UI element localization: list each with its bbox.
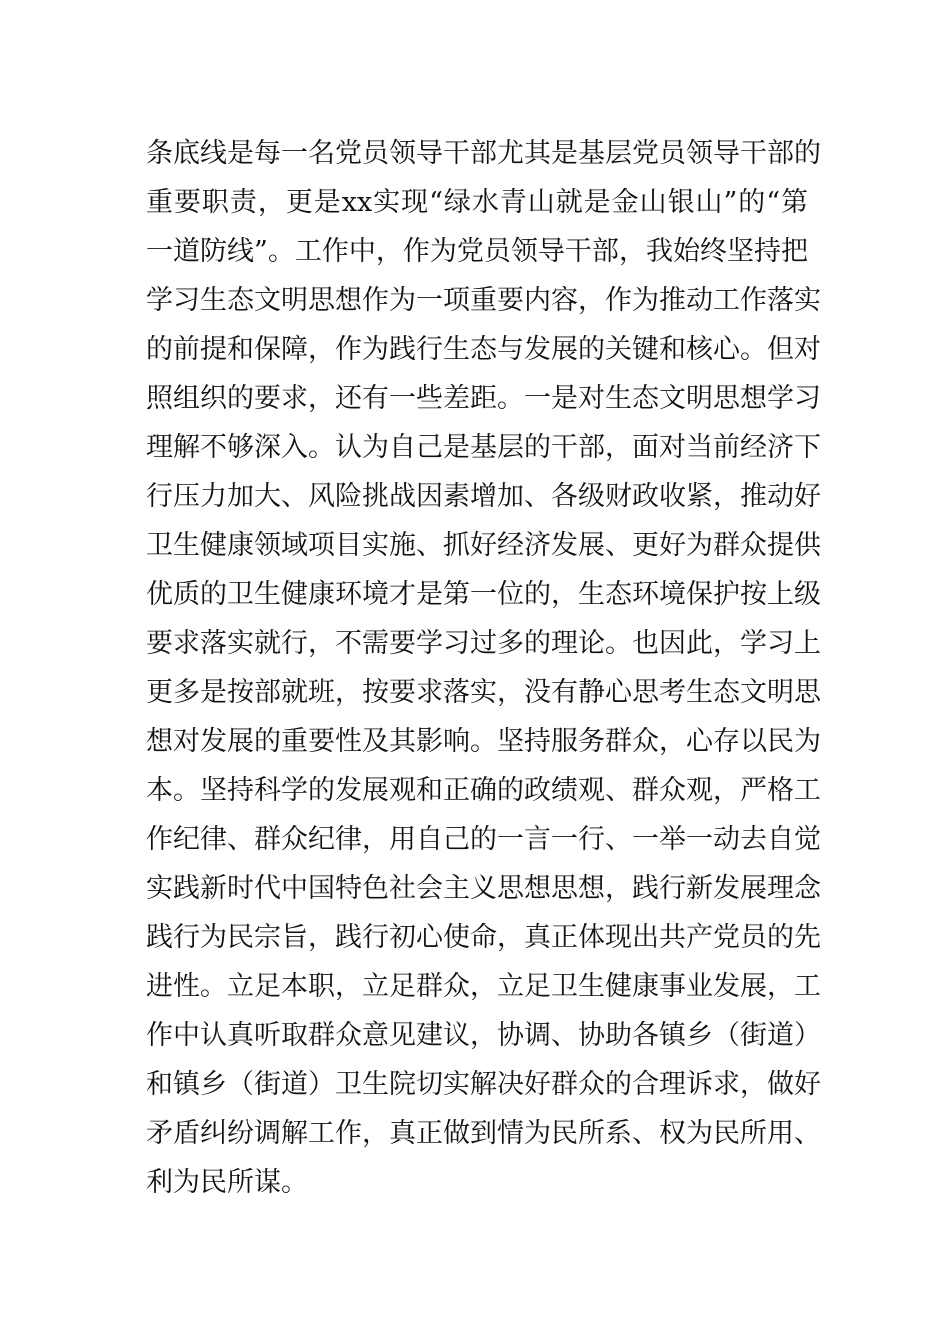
text-line-1: 条底线是每一名党员领导干部尤其是基层党员领导干部的 <box>146 138 821 169</box>
body-paragraph <box>146 129 821 1207</box>
text-line-18: 进性。立足本职，立足群众，立足卫生健康事业发展，工 <box>146 971 821 1002</box>
text-line-20: 和镇乡（街道）卫生院切实解决好群众的合理诉求，做好 <box>146 1069 821 1100</box>
text-line-21: 矛盾纠纷调解工作，真正做到情为民所系、权为民所用、 <box>146 1118 821 1149</box>
text-line-13: 想对发展的重要性及其影响。坚持服务群众，心存以民为 <box>146 726 821 757</box>
text-line-9: 卫生健康领域项目实施、抓好经济发展、更好为群众提供 <box>146 530 821 561</box>
text-line-7: 理解不够深入。认为自己是基层的干部，面对当前经济下 <box>146 432 821 463</box>
text-line-8: 行压力加大、风险挑战因素增加、各级财政收紧，推动好 <box>146 481 821 512</box>
text-line-14: 本。坚持科学的发展观和正确的政绩观、群众观，严格工 <box>146 775 821 806</box>
text-line-15: 作纪律、群众纪律，用自己的一言一行、一举一动去自觉 <box>146 824 821 855</box>
text-line-19: 作中认真听取群众意见建议，协调、协助各镇乡（街道） <box>146 1020 821 1051</box>
text-line-3: 一道防线”。工作中，作为党员领导干部，我始终坚持把 <box>146 236 808 267</box>
text-line-12: 更多是按部就班，按要求落实，没有静心思考生态文明思 <box>146 677 821 708</box>
text-line-22: 利为民所谋。 <box>146 1167 308 1198</box>
text-line-17: 践行为民宗旨，践行初心使命，真正体现出共产党员的先 <box>146 922 821 953</box>
text-line-2: 重要职责，更是xx实现“绿水青山就是金山银山”的“第 <box>146 187 808 218</box>
text-line-11: 要求落实就行，不需要学习过多的理论。也因此，学习上 <box>146 628 821 659</box>
text-line-4: 学习生态文明思想作为一项重要内容，作为推动工作落实 <box>146 285 821 316</box>
text-line-10: 优质的卫生健康环境才是第一位的，生态环境保护按上级 <box>146 579 821 610</box>
text-line-5: 的前提和保障，作为践行生态与发展的关键和核心。但对 <box>146 334 821 365</box>
text-line-6: 照组织的要求，还有一些差距。一是对生态文明思想学习 <box>146 383 821 414</box>
text-line-16: 实践新时代中国特色社会主义思想思想，践行新发展理念 <box>146 873 821 904</box>
